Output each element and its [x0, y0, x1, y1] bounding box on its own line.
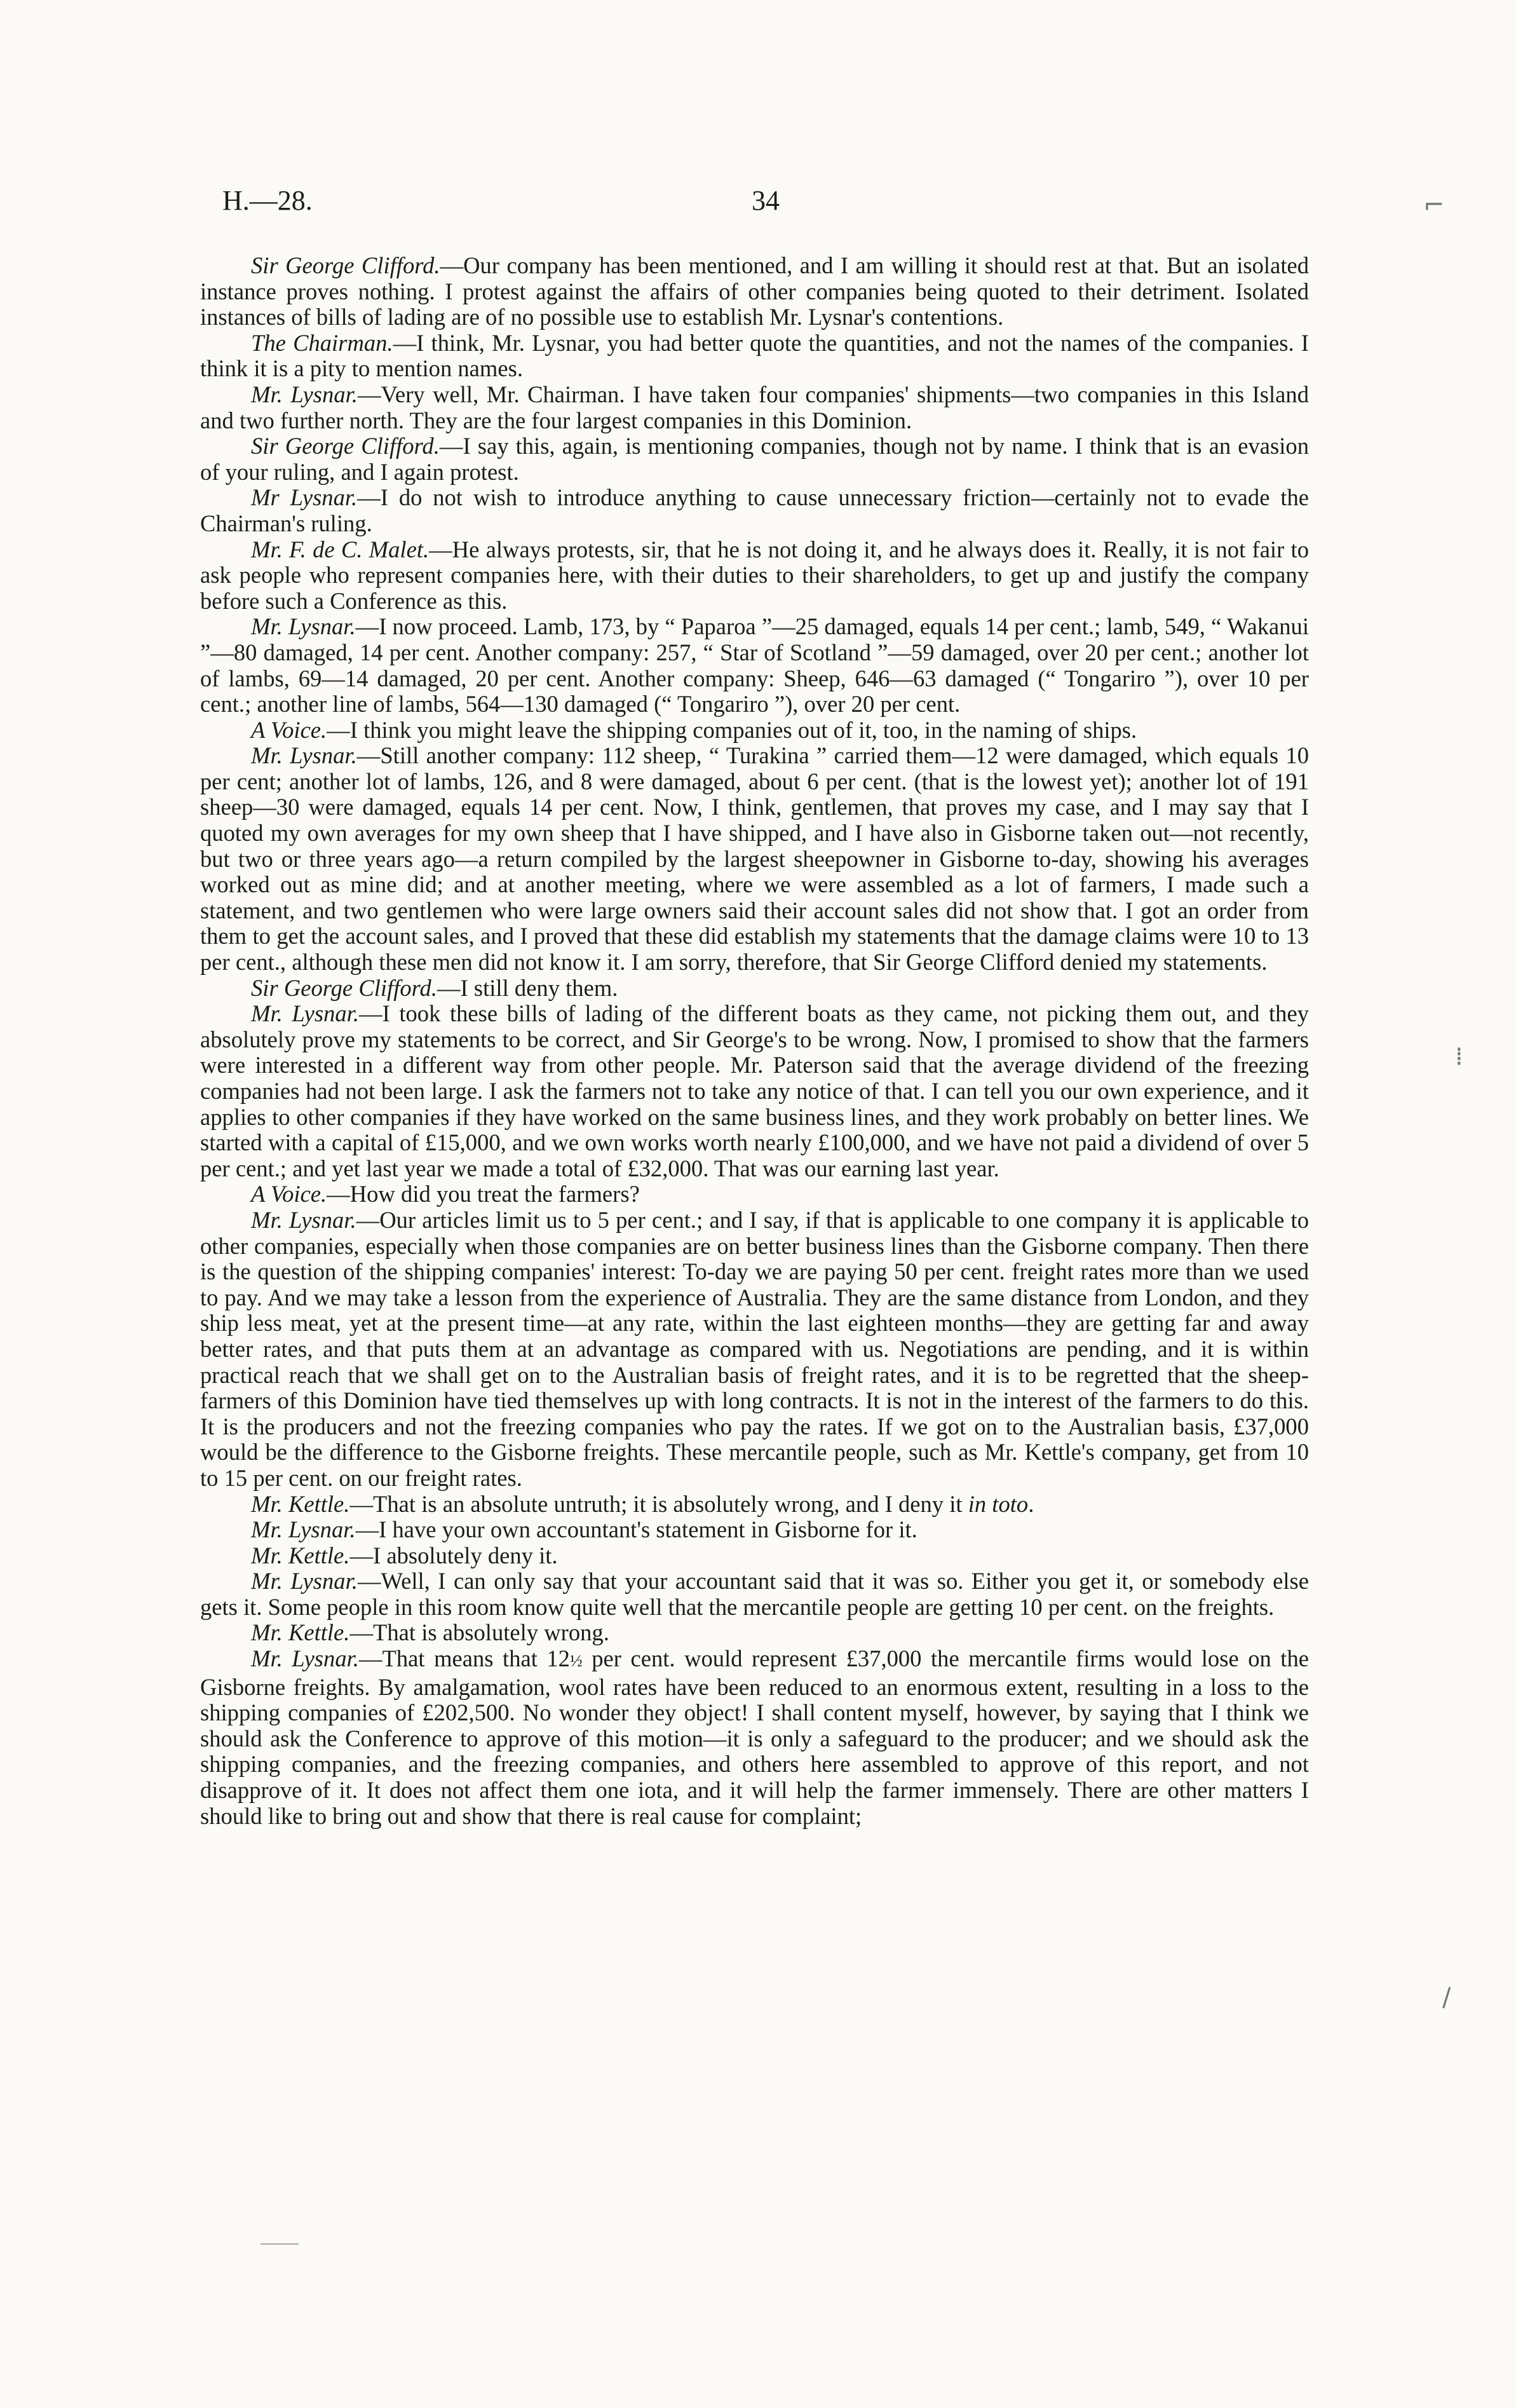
- paragraph: [200, 718, 1309, 744]
- margin-mark-icon: ∕: [1442, 1983, 1451, 2012]
- paragraph: [200, 1001, 1309, 1181]
- margin-mark-icon: ⌐: [1423, 191, 1445, 220]
- paragraph-text: —I think, Mr. Lysnar, you had better quote the quantities, and not the names of the companies. I think it is a pity to mention names.: [200, 329, 1309, 382]
- paragraph-text: —I now proceed. Lamb, 173, by “ Paparoa ”—25 damaged, equals 14 per cent.; lamb, 549, “ Wakanui ”—80 damaged, 14 per cent. Another company: 257, “ Star of Scotland ”—59 damaged, over 20 per cent.; another lot of lambs, 69—14 damaged, 20 per cent. Another company: Sheep, 646—63 damaged (“ Tongariro ”), over 10 per cent.; another line of lambs, 564—130 damaged (“ Tongariro ”), over 20 per cent.: [200, 613, 1309, 718]
- paragraph-text: —Very well, Mr. Chairman. I have taken four companies' shipments—two companies in this Island and two further north. They are the four largest companies in this Dominion.: [200, 381, 1309, 433]
- paragraph-text: —I absolutely deny it.: [349, 1542, 558, 1568]
- paragraph: [200, 1517, 1309, 1543]
- paragraph-tail: per cent. would represent £37,000 the mercantile firms would lose on the Gisborne freights. By amalgamation, wool rates have been reduced to an enormous extent, resulting in a loss to the shipping companies of £202,500. No wonder they object! I shall content myself, however, by saying that I think we should ask the Conference to approve of this motion—it is only a safeguard to the producer; and we should ask the shipping companies, and the freezing companies, and others here assembled to approve of this report, and not disapprove of it. It does not affect them one iota, and it will help the farmer immensely. There are other matters I should like to bring out and show that there is real cause for complaint;: [200, 1645, 1309, 1829]
- speaker: The Chairman.: [251, 329, 393, 356]
- paragraph: [200, 382, 1309, 433]
- speaker: Mr. F. de C. Malet.: [251, 536, 430, 562]
- speaker: Mr. Lysnar.: [251, 1645, 359, 1672]
- paragraph-text: —That means that 12: [358, 1645, 570, 1672]
- paragraph: [200, 614, 1309, 717]
- paragraph: [200, 433, 1309, 485]
- speaker: Mr. Lysnar.: [251, 1568, 358, 1595]
- paragraph-text: —That is absolutely wrong.: [349, 1619, 609, 1646]
- speaker: Mr. Lysnar.: [251, 1000, 360, 1027]
- fraction: ½: [569, 1652, 583, 1671]
- paragraph-tail: .: [1028, 1490, 1034, 1517]
- speaker: Mr. Kettle.: [251, 1619, 350, 1646]
- paragraph-text: —That is an absolute untruth; it is absolutely wrong, and I deny it: [349, 1490, 968, 1517]
- paragraph-text: —Well, I can only say that your accountant said that it was so. Either you get it, or somebody else gets it. Some people in this room know quite well that the mercantile people are getting 10 per cent. on the freights.: [200, 1568, 1309, 1620]
- paragraph-text: —Our company has been mentioned, and I am willing it should rest at that. But an isolated instance proves nothing. I protest against the affairs of other companies being quoted to their detriment. Isolated instances of bills of lading are of no possible use to establish Mr. Lysnar's contentions.: [200, 252, 1310, 330]
- paragraph-text: —I took these bills of lading of the different boats as they came, not picking them out, and they absolutely prove my statements to be correct, and Sir George's to be wrong. Now, I promised to show that the farmers were interested in a different way from other people. Mr. Paterson said that the average dividend of the freezing companies had not been large. I ask the farmers not to take any notice of that. I can tell you our own experience, and it applies to other companies if they have worked on the same business lines, and they work probably on better lines. We started with a capital of £15,000, and we own works worth nearly £100,000, and we have not paid a dividend of over 5 per cent.; and yet last year we made a total of £32,000. That was our earning last year.: [200, 1000, 1309, 1181]
- speaker: Mr. Kettle.: [251, 1490, 350, 1517]
- paragraph: [200, 743, 1309, 975]
- margin-mark-icon: ⁞: [1455, 1042, 1463, 1071]
- speaker: Mr. Lysnar.: [251, 1206, 356, 1233]
- paragraph: [200, 1620, 1309, 1646]
- paragraph-text: —I do not wish to introduce anything to cause unnecessary friction—certainly not to evade the Chairman's ruling.: [200, 484, 1310, 536]
- speaker: Sir George Clifford.: [251, 433, 440, 459]
- speaker: Mr. Lysnar.: [251, 381, 358, 407]
- speaker: Mr Lysnar.: [251, 484, 358, 511]
- paragraph-text: —He always protests, sir, that he is not doing it, and he always does it. Really, it is not fair to ask people who represent companies here, with their duties to their shareholders, to get up and justify the company before such a Conference as this.: [200, 536, 1309, 614]
- speaker: Mr. Lysnar.: [251, 742, 357, 769]
- speaker: Mr. Lysnar.: [251, 1516, 356, 1543]
- speaker: A Voice.: [251, 716, 327, 743]
- paragraph: [200, 1646, 1309, 1829]
- speaker: Mr. Kettle.: [251, 1542, 350, 1568]
- paragraph: [200, 1181, 1309, 1207]
- paragraph: [200, 1492, 1309, 1518]
- paragraph: [200, 537, 1309, 615]
- paragraph: [200, 1543, 1309, 1569]
- paragraph: [200, 1568, 1309, 1620]
- page-header: [222, 184, 1309, 235]
- document-code: H.—28.: [222, 185, 313, 216]
- paragraph-text: —I still deny them.: [437, 974, 618, 1001]
- speaker: Sir George Clifford.: [251, 974, 437, 1001]
- speaker: A Voice.: [251, 1181, 327, 1207]
- paragraph: [200, 330, 1309, 382]
- paragraph: [200, 485, 1309, 536]
- paragraph-text: —I have your own accountant's statement in Gisborne for it.: [355, 1516, 917, 1543]
- paragraph-text: —I think you might leave the shipping companies out of it, too, in the naming of ships.: [327, 716, 1137, 743]
- divider: [261, 2243, 299, 2245]
- paragraph-text: —Our articles limit us to 5 per cent.; and I say, if that is applicable to one company it is applicable to other companies, especially when those companies are on better business lines than the Gisborne company. Then there is the question of the shipping companies' interest: To-day we are paying 50 per cent. freight rates more than we used to pay. And we may take a lesson from the experience of Australia. They are the same distance from London, and they ship less meat, yet at the present time—at any rate, within the last eighteen months—they are getting far and away better rates, and that puts them at an advantage as compared with us. Negotiations are pending, and it is within practical reach that we shall get on to the Australian basis of freight rates, and it is to be regretted that the sheep-farmers of this Dominion have tied themselves up with long contracts. It is not in the interest of the farmers to do this. It is the producers and not the freezing companies who pay the rates. If we got on to the Australian basis, £37,000 would be the difference to the Gisborne freights. These mercantile people, such as Mr. Kettle's company, get from 10 to 15 per cent. on our freight rates.: [200, 1206, 1309, 1491]
- speaker: Mr. Lysnar.: [251, 613, 356, 640]
- document-body: [200, 253, 1309, 1829]
- paragraph: [200, 1207, 1309, 1492]
- paragraph: [200, 976, 1309, 1002]
- speaker: Sir George Clifford.: [251, 252, 440, 278]
- paragraph-text: —How did you treat the farmers?: [327, 1181, 640, 1207]
- paragraph-text: —I say this, again, is mentioning companies, though not by name. I think that is an evasion of your ruling, and I again protest.: [200, 433, 1309, 485]
- paragraph-text: —Still another company: 112 sheep, “ Turakina ” carried them—12 were damaged, which equals 10 per cent; another lot of lambs, 126, and 8 were damaged, about 6 per cent. (that is the lowest yet); another lot of 191 sheep—30 were damaged, equals 14 per cent. Now, I think, gentlemen, that proves my case, and I may say that I quoted my own averages for my own sheep that I have shipped, and I have also in Gisborne taken out—not recently, but two or three years ago—a return compiled by the largest sheepowner in Gisborne to-day, showing his averages worked out as mine did; and at another meeting, where we were assembled as a lot of farmers, I made such a statement, and two gentlemen who were large owners said their account sales did not show that. I got an order from them to get the account sales, and I proved that these did establish my statements that the damage claims were 10 to 13 per cent., although these men did not know it. I am sorry, therefore, that Sir George Clifford denied my statements.: [200, 742, 1309, 976]
- page-number: 34: [752, 185, 780, 216]
- italic-phrase: in toto: [968, 1490, 1029, 1517]
- paragraph: [200, 253, 1309, 330]
